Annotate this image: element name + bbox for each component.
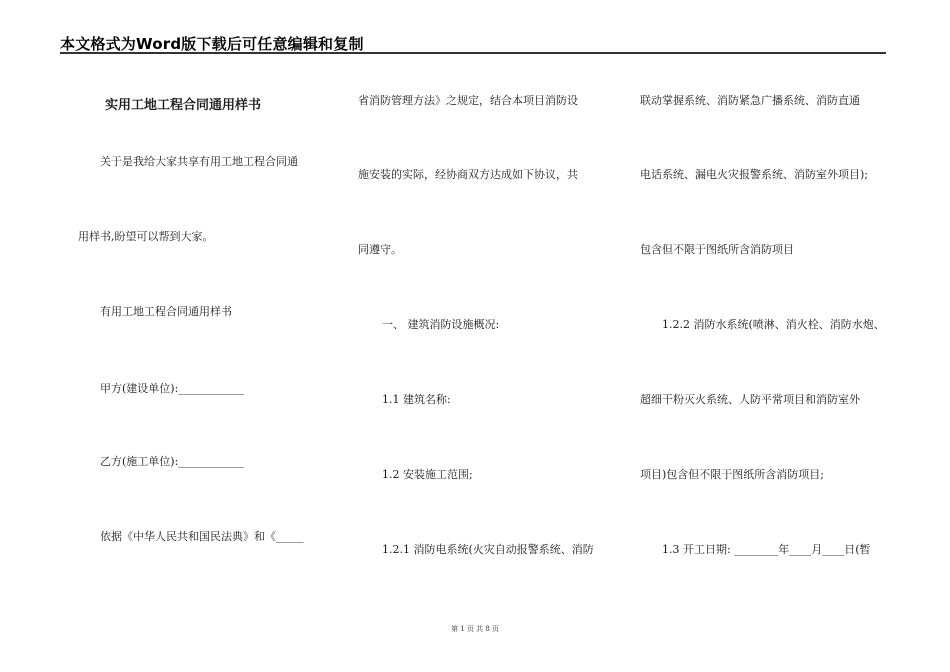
text-line: 超细干粉灭火系统、人防平常项目和消防室外 — [640, 393, 860, 406]
text-line: 1.2 安装施工范围; — [382, 468, 473, 481]
document-title: 实用工地工程合同通用样书 — [105, 98, 262, 113]
text-line: 一、 建筑消防设施概况: — [382, 318, 500, 331]
text-line: 有用工地工程合同通用样书 — [100, 305, 232, 318]
text-line: 关于是我给大家共享有用工地工程合同通 — [100, 155, 298, 168]
text-line: 省消防管理方法》之规定，结合本项目消防设 — [358, 94, 578, 107]
header-title: 本文格式为Word版下载后可任意编辑和复制 — [60, 35, 364, 53]
text-line: 联动掌握系统、消防紧急广播系统、消防直通 — [640, 94, 860, 107]
text-line: 1.2.1 消防电系统(火灾自动报警系统、消防 — [382, 543, 594, 556]
text-line: 同遵守。 — [358, 243, 402, 256]
text-line: 用样书,盼望可以帮到大家。 — [78, 230, 214, 243]
text-line: 电话系统、漏电火灾报警系统、消防室外项目); — [640, 168, 868, 181]
text-line: 包含但不限于图纸所含消防项目 — [640, 243, 794, 256]
text-line: 依据《中华人民共和国民法典》和《_____ — [100, 530, 304, 543]
text-line: 甲方(建设单位):____________ — [100, 382, 245, 395]
text-line: 1.2.2 消防水系统(喷淋、消火栓、消防水炮、 — [662, 318, 885, 331]
header-rule — [60, 52, 886, 54]
text-line: 1.1 建筑名称: — [382, 393, 451, 406]
text-line: 项目)包含但不限于图纸所含消防项目; — [640, 468, 824, 481]
page-footer: 第 1 页 共 8 页 — [450, 625, 500, 633]
text-line: 乙方(施工单位):____________ — [100, 455, 245, 468]
text-line: 施安装的实际，经协商双方达成如下协议，共 — [358, 168, 578, 181]
text-line: 1.3 开工日期: ________年____月____日(暂 — [662, 543, 871, 556]
